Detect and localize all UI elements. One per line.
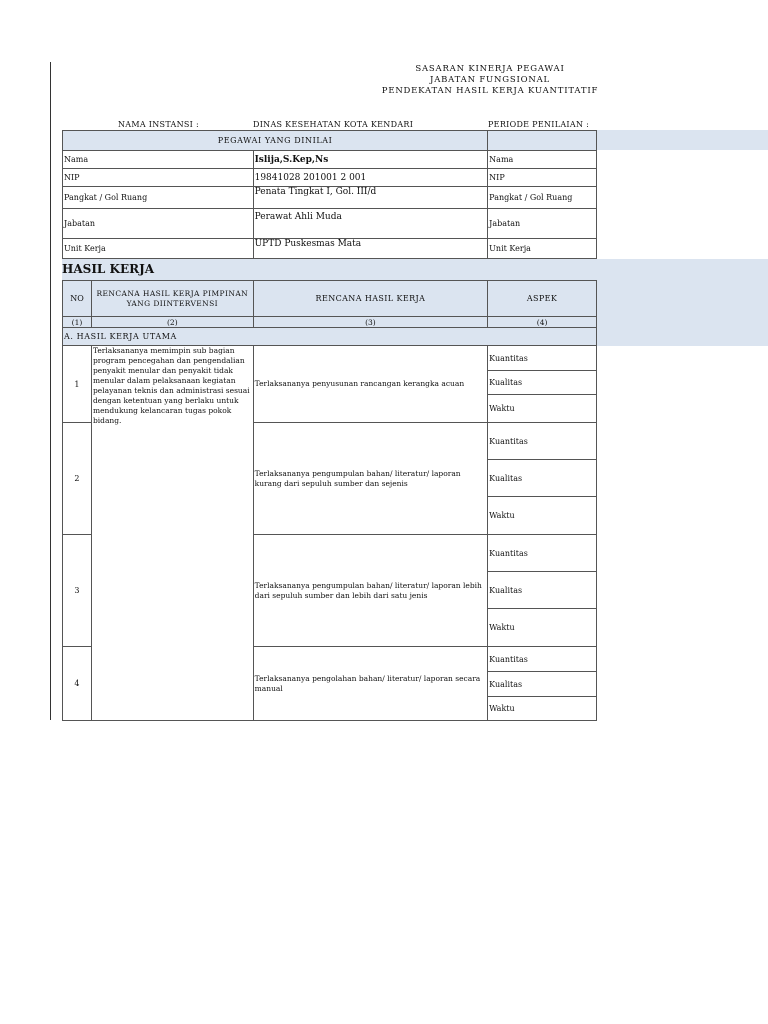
right-label-nama: Nama [488,151,597,169]
section-a-label: A. HASIL KERJA UTAMA [63,328,597,346]
right-label-pangkat: Pangkat / Gol Ruang [488,187,597,209]
item-no: 2 [63,423,92,535]
aspek-kualitas: Kualitas [488,572,597,609]
aspek-kuantitas: Kuantitas [488,423,597,460]
right-label-nip: NIP [488,169,597,187]
aspek-kualitas: Kualitas [488,460,597,497]
aspek-kualitas: Kualitas [488,371,597,395]
doc-title-3: PENDEKATAN HASIL KERJA KUANTITATIF [381,86,599,96]
aspek-waktu: Waktu [488,497,597,535]
item-rencana: Terlaksananya pengumpulan bahan/ literatur/ laporan kurang dari sepuluh sumber dan sejenis [253,423,487,535]
value-nip: 19841028 201001 2 001 [253,169,488,187]
aspek-waktu: Waktu [488,609,597,647]
idx-3: (3) [253,317,487,328]
periode-label: PERIODE PENILAIAN : [488,120,590,129]
label-nip: NIP [63,169,254,187]
aspek-waktu: Waktu [488,697,597,721]
item-rencana: Terlaksananya pengumpulan bahan/ literatur/ laporan lebih dari sepuluh sumber dan lebih dari satu jenis [253,535,487,647]
item-no: 4 [63,647,92,721]
header-band [597,130,768,150]
value-nama: Islija,S.Kep,Ns [253,151,488,169]
doc-title-1: SASARAN KINERJA PEGAWAI [415,64,565,74]
item-rencana: Terlaksananya pengolahan bahan/ literatur/ laporan secara manual [253,647,487,721]
label-jabatan: Jabatan [63,209,254,239]
idx-1: (1) [63,317,92,328]
aspek-kuantitas: Kuantitas [488,647,597,672]
hasil-kerja-title: HASIL KERJA [62,262,155,276]
pegawai-table [62,130,597,259]
aspek-waktu: Waktu [488,395,597,423]
pegawai-section-right [488,131,597,151]
pegawai-section-title: PEGAWAI YANG DINILAI [63,131,488,151]
idx-2: (2) [91,317,253,328]
nama-instansi-label: NAMA INSTANSI : [118,120,199,129]
right-label-unit-kerja: Unit Kerja [488,239,597,259]
right-label-jabatan: Jabatan [488,209,597,239]
value-jabatan: Perawat Ahli Muda [253,209,488,239]
left-border-line [50,62,51,720]
item-no: 3 [63,535,92,647]
hasil-kerja-table [62,280,597,721]
nama-instansi-value: DINAS KESEHATAN KOTA KENDARI [253,120,414,129]
col-rencana-pimpinan-header: RENCANA HASIL KERJA PIMPINAN YANG DIINTERVENSI [91,281,253,317]
label-unit-kerja: Unit Kerja [63,239,254,259]
value-pangkat: Penata Tingkat I, Gol. III/d [253,187,488,209]
value-unit-kerja: UPTD Puskesmas Mata [253,239,488,259]
aspek-kualitas: Kualitas [488,672,597,697]
idx-4: (4) [488,317,597,328]
label-nama: Nama [63,151,254,169]
pimpinan-text: Terlaksananya memimpin sub bagian program pencegahan dan pengendalian penyakit menular dan penyakit tidak menular dalam pelaksanaan kegiatan pelayanan teknis dan administrasi sesuai dengan ketentuan yang berlaku untuk mendukung kelancaran tugas pokok bidang. [91,346,253,721]
doc-title-2: JABATAN FUNGSIONAL [429,75,550,85]
col-aspek-header: ASPEK [488,281,597,317]
aspek-kuantitas: Kuantitas [488,346,597,371]
item-no: 1 [63,346,92,423]
col-rencana-header: RENCANA HASIL KERJA [253,281,487,317]
col-no-header: NO [63,281,92,317]
label-pangkat: Pangkat / Gol Ruang [63,187,254,209]
aspek-kuantitas: Kuantitas [488,535,597,572]
item-rencana: Terlaksananya penyusunan rancangan kerangka acuan [253,346,487,423]
